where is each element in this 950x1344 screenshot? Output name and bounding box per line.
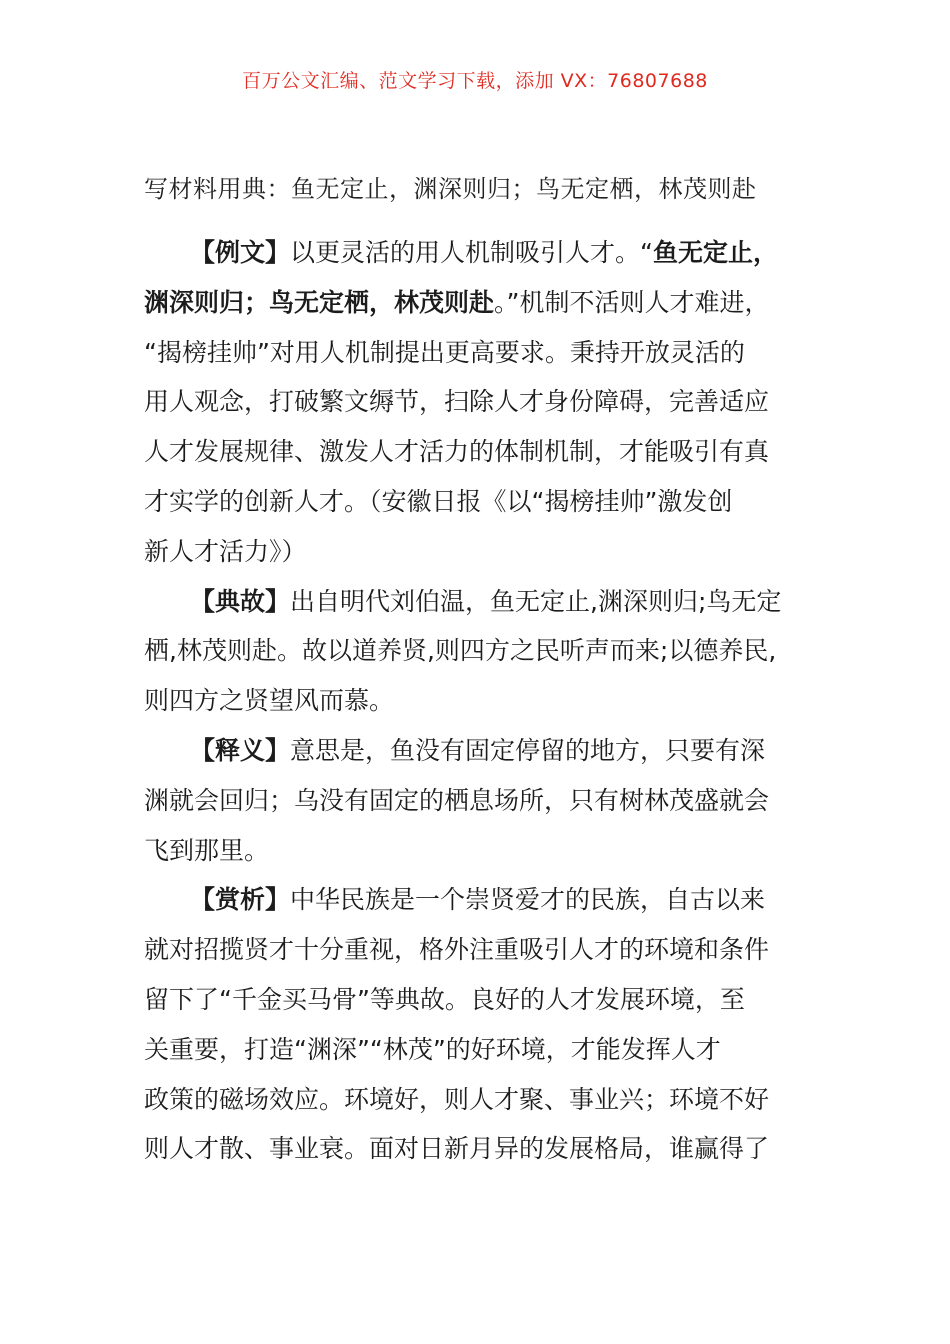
allusion-label: 【典故】 — [190, 586, 291, 616]
example-line: 用人观念，打破繁文缛节，扫除人才身份障碍，完善适应 — [144, 387, 770, 417]
example-line — [144, 228, 816, 278]
analysis-line: 就对招揽贤才十分重视，格外注重吸引人才的环境和条件 — [144, 935, 770, 965]
meaning-line: 飞到那里。 — [144, 835, 270, 865]
example-line: “揭榜挂帅”对用人机制提出更高要求。秉持开放灵活的 — [144, 337, 745, 367]
example-label: 【例文】 — [190, 238, 291, 267]
analysis-line: 留下了“千金买马骨”等典故。良好的人才发展环境，至 — [144, 984, 745, 1014]
allusion-text: 出自明代刘伯温，鱼无定止,渊深则归;鸟无定 — [290, 586, 782, 616]
analysis-line: 则人才散、事业衰。面对日新月异的发展格局，谁赢得了 — [144, 1134, 770, 1164]
example-line: 才实学的创新人才。（安徽日报《以“揭榜挂帅”激发创 — [144, 486, 733, 516]
document-title: 写材料用典：鱼无定止，渊深则归；鸟无定栖，林茂则赴 — [144, 175, 757, 203]
example-text: 以更灵活的用人机制吸引人才。“ — [290, 238, 653, 267]
example-line — [144, 278, 816, 328]
allusion-line: 则四方之贤望风而慕。 — [144, 686, 395, 716]
document-body — [144, 228, 816, 1174]
header-banner: 百万公文汇编、范文学习下载，添加 VX：76807688 — [242, 70, 708, 92]
example-text: 。”机制不活则人才难进， — [494, 287, 770, 317]
meaning-line: 渊就会回归；乌没有固定的栖息场所，只有树林茂盛就会 — [144, 785, 770, 815]
example-line: 人才发展规律、激发人才活力的体制机制，才能吸引有真 — [144, 437, 770, 467]
meaning-text: 意思是，鱼没有固定停留的地方，只要有深 — [290, 735, 766, 765]
allusion-line — [144, 577, 816, 627]
analysis-line: 政策的磁场效应。环境好，则人才聚、事业兴；环境不好 — [144, 1084, 770, 1114]
analysis-label: 【赏析】 — [190, 885, 291, 915]
analysis-line: 关重要，打造“渊深”“林茂”的好环境，才能发挥人才 — [144, 1034, 721, 1064]
analysis-text: 中华民族是一个崇贤爱才的民族，自古以来 — [290, 885, 766, 915]
allusion-line: 栖,林茂则赴。故以道养贤,则四方之民听声而来;以德养民, — [144, 636, 777, 666]
example-quote-bold: 渊深则归；鸟无定栖，林茂则赴 — [144, 287, 495, 317]
meaning-line — [144, 726, 816, 776]
analysis-line — [144, 875, 816, 925]
meaning-label: 【释义】 — [190, 735, 291, 765]
example-quote-bold: 鱼无定止， — [652, 238, 778, 267]
example-line: 新人才活力》） — [144, 536, 307, 566]
